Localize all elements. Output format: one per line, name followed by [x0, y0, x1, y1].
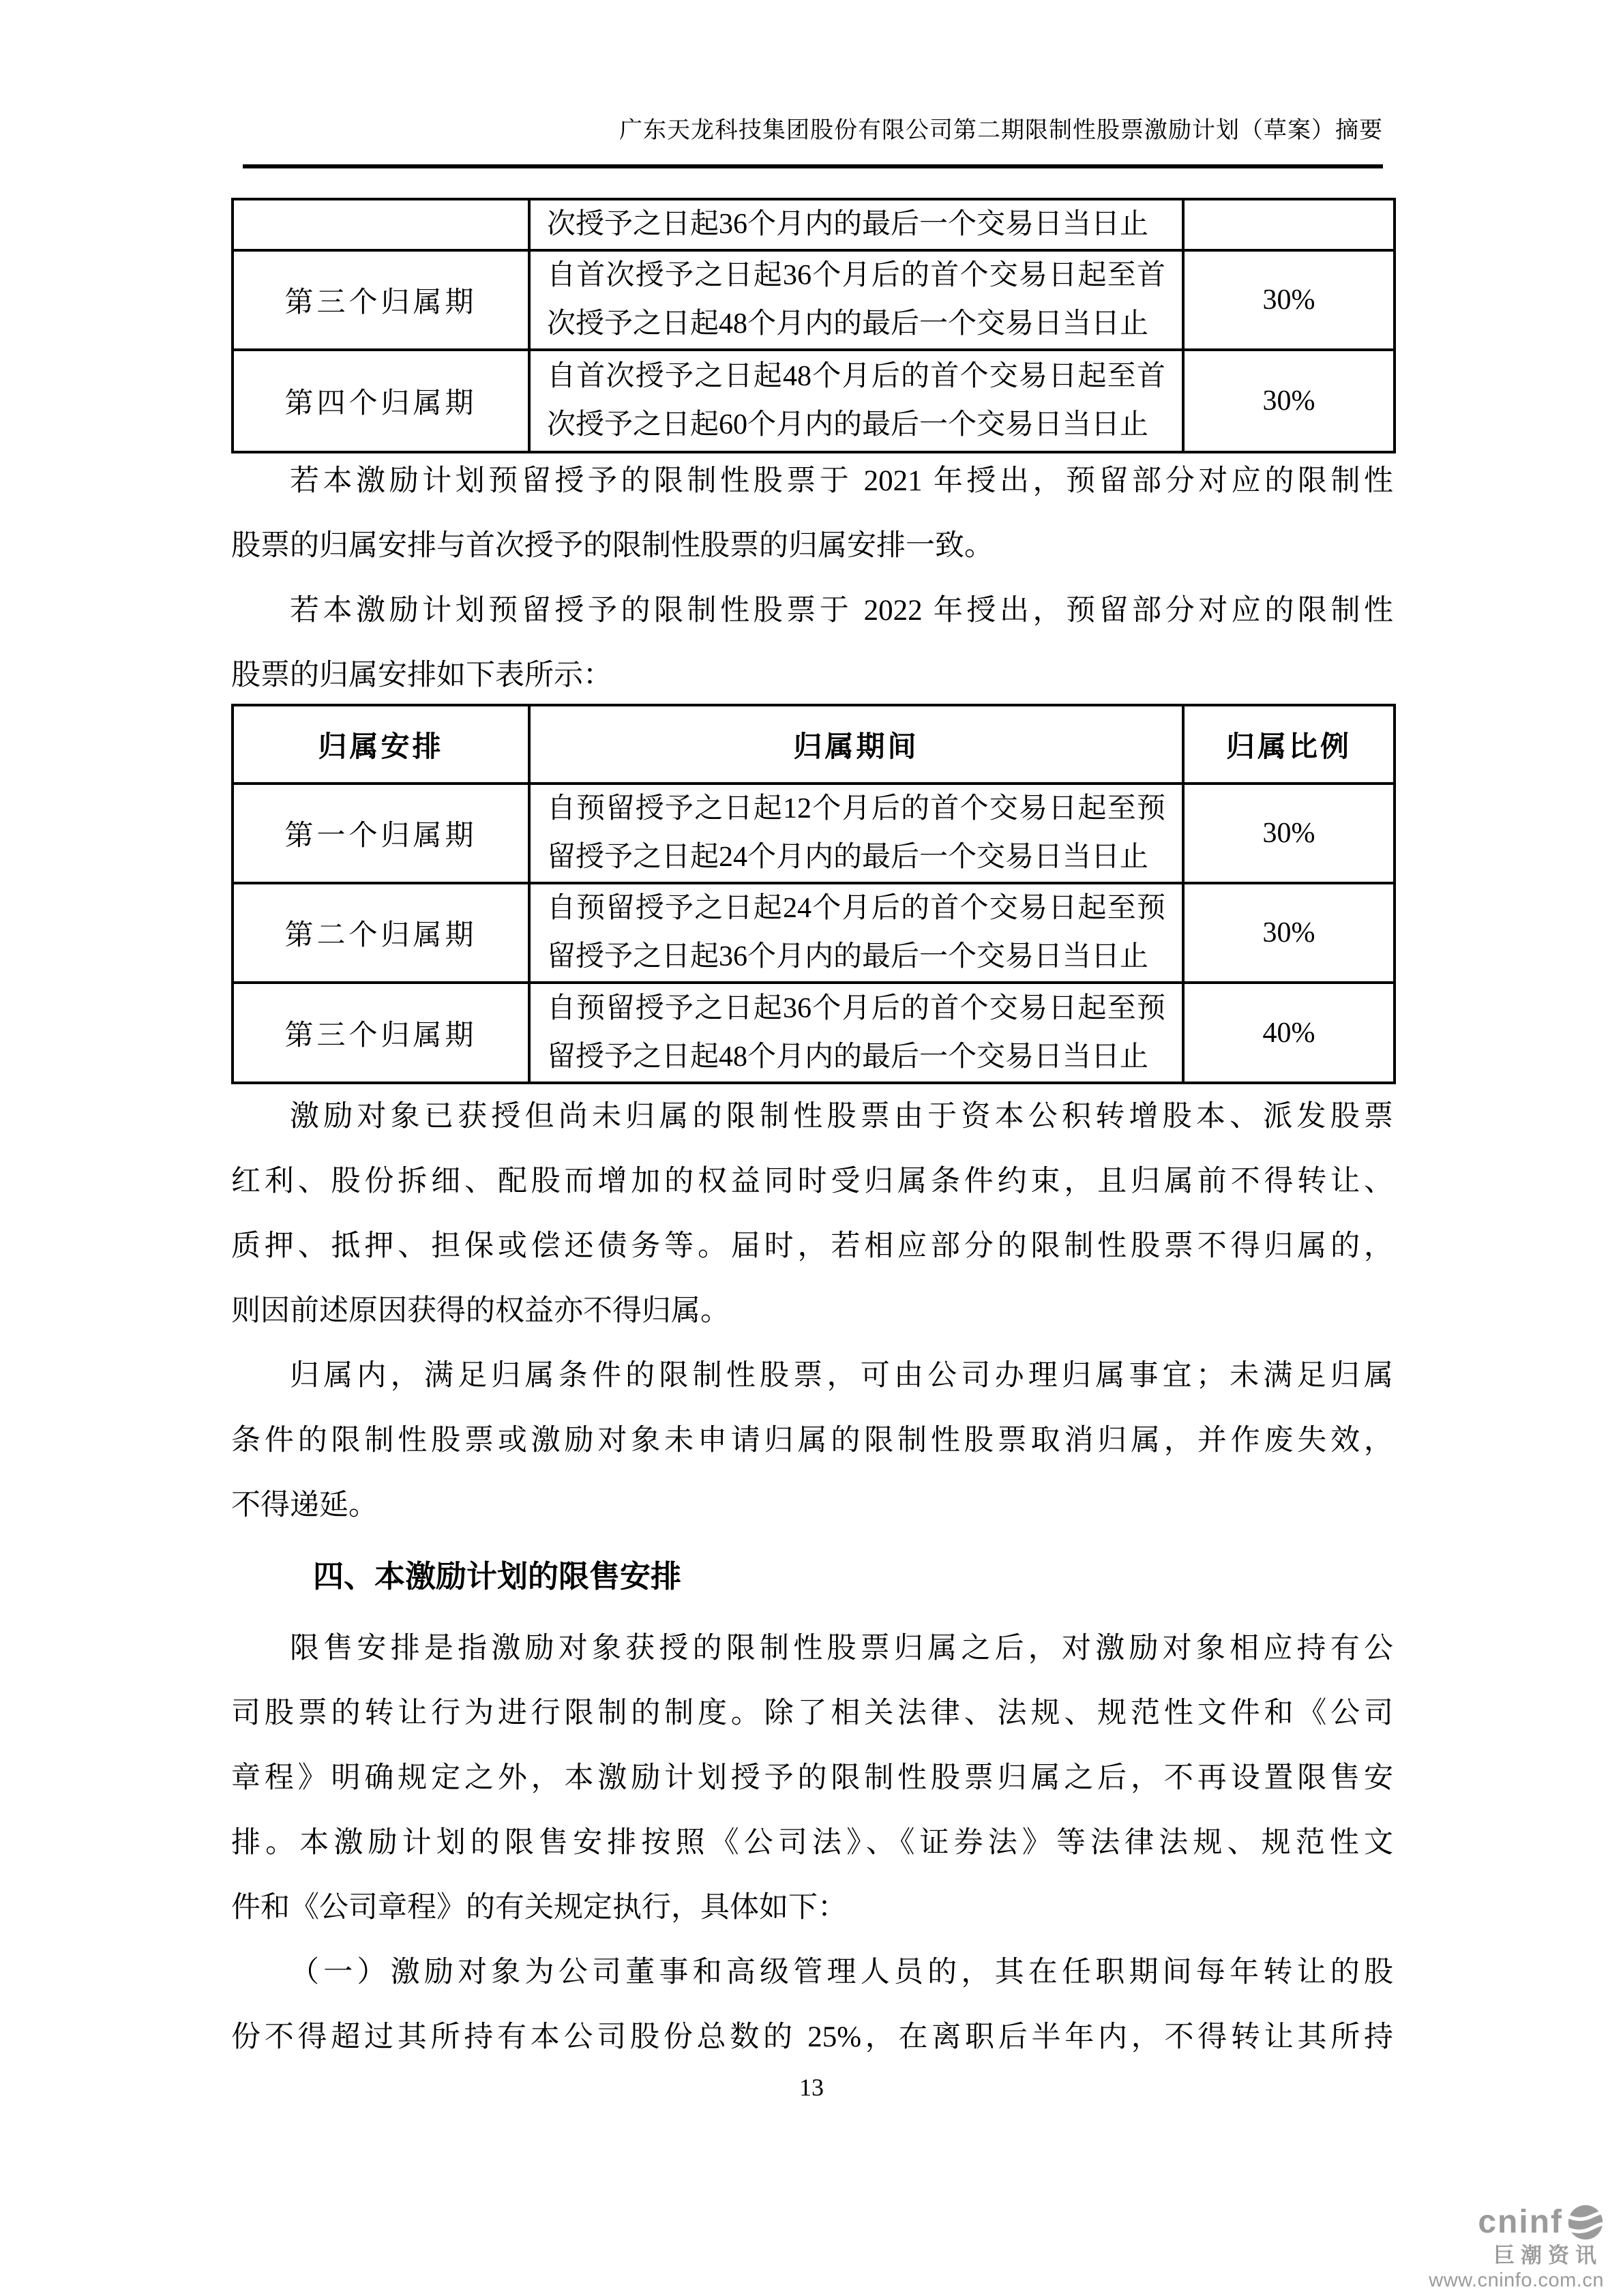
vesting-schedule-cell: 第二个归属期	[233, 883, 529, 983]
paragraph-line: 若本激励计划预留授予的限制性股票于 2022 年授出，预留部分对应的限制性	[290, 595, 1393, 627]
paragraph-block-reserved	[231, 449, 1393, 708]
vesting-schedule-cell: 第一个归属期	[233, 784, 529, 883]
reserved-vesting-table	[231, 704, 1396, 1084]
vesting-schedule-cell	[233, 199, 529, 250]
paragraph-line: 限售安排是指激励对象获授的限制性股票归属之后，对激励对象相应持有公	[290, 1632, 1393, 1665]
section-heading: 四、本激励计划的限售安排	[313, 1560, 682, 1594]
vesting-ratio-cell: 30%	[1183, 250, 1395, 350]
cninfo-logo-row	[1358, 2204, 1604, 2241]
vesting-ratio-cell: 30%	[1183, 784, 1395, 883]
table-row	[233, 784, 1395, 883]
paragraph-line: 股票的归属安排如下表所示：	[231, 659, 612, 691]
table-row	[233, 350, 1395, 452]
table-row	[233, 250, 1395, 350]
paragraph-line: 股票的归属安排与首次授予的限制性股票的归属安排一致。	[231, 530, 994, 562]
vesting-ratio-cell: 30%	[1183, 350, 1395, 452]
vesting-period-cell: 自首次授予之日起48个月后的首个交易日起至首次授予之日起60个月内的最后一个交易日当日止	[529, 350, 1183, 452]
paragraph-line: 不得递延。	[231, 1489, 378, 1521]
paragraph-line: 件和《公司章程》的有关规定执行，具体如下：	[231, 1892, 847, 1924]
vesting-schedule-cell: 第三个归属期	[233, 983, 529, 1083]
paragraph-line: （一）激励对象为公司董事和高级管理人员的，其在任职期间每年转让的股	[290, 1956, 1393, 1988]
cninfo-logo	[1358, 2204, 1604, 2291]
paragraph-line: 排。本激励计划的限售安排按照《公司法》、《证券法》等法律法规、规范性文	[231, 1827, 1393, 1859]
vesting-period-cell: 自预留授予之日起24个月后的首个交易日起至预留授予之日起36个月内的最后一个交易日当日止	[529, 883, 1183, 983]
ratio-header-cell: 归属比例	[1183, 705, 1395, 784]
table-row	[233, 199, 1395, 250]
document-header-title: 广东天龙科技集团股份有限公司第二期限制性股票激励计划（草案）摘要	[619, 118, 1383, 143]
paragraph-line: 激励对象已获授但尚未归属的限制性股票由于资本公积转增股本、派发股票	[290, 1101, 1393, 1133]
table-header-row	[233, 705, 1395, 784]
table-row	[233, 883, 1395, 983]
paragraph-line: 份不得超过其所持有本公司股份总数的 25%，在离职后半年内，不得转让其所持	[231, 2021, 1393, 2053]
vesting-ratio-cell: 40%	[1183, 983, 1395, 1083]
vesting-period-cell: 自预留授予之日起12个月后的首个交易日起至预留授予之日起24个月内的最后一个交易日当日止	[529, 784, 1183, 883]
header-rule	[243, 164, 1383, 168]
schedule-header-cell: 归属安排	[233, 705, 529, 784]
paragraph-line: 质押、抵押、担保或偿还债务等。届时，若相应部分的限制性股票不得归属的，	[231, 1230, 1393, 1262]
vesting-ratio-cell	[1183, 199, 1395, 250]
page-number: 13	[799, 2074, 824, 2101]
vesting-ratio-cell: 30%	[1183, 883, 1395, 983]
paragraph-line: 则因前述原因获得的权益亦不得归属。	[231, 1295, 730, 1327]
cninfo-url: www.cninfo.com.cn	[1429, 2269, 1604, 2291]
paragraph-line: 条件的限制性股票或激励对象未申请归属的限制性股票取消归属，并作废失效，	[231, 1425, 1393, 1457]
vesting-period-cell: 自首次授予之日起36个月后的首个交易日起至首次授予之日起48个月内的最后一个交易日当日止	[529, 250, 1183, 350]
cninfo-brand-text: cninf	[1478, 2204, 1563, 2240]
vesting-schedule-cell: 第四个归属期	[233, 350, 529, 452]
vesting-schedule-cell: 第三个归属期	[233, 250, 529, 350]
paragraph-line: 归属内，满足归属条件的限制性股票，可由公司办理归属事宜；未满足归属	[290, 1360, 1393, 1392]
paragraph-block-main	[231, 1084, 1393, 2070]
paragraph-line: 红利、股份拆细、配股而增加的权益同时受归属条件约束，且归属前不得转让、	[231, 1165, 1393, 1197]
vesting-period-cell: 自预留授予之日起36个月后的首个交易日起至预留授予之日起48个月内的最后一个交易日当日止	[529, 983, 1183, 1083]
cninfo-chinese-name: 巨潮资讯	[1493, 2243, 1603, 2267]
paragraph-line: 若本激励计划预留授予的限制性股票于 2021 年授出，预留部分对应的限制性	[290, 465, 1393, 497]
table-row	[233, 983, 1395, 1083]
paragraph-line: 章程》明确规定之外，本激励计划授予的限制性股票归属之后，不再设置限售安	[231, 1762, 1393, 1794]
paragraph-line: 司股票的转让行为进行限制的制度。除了相关法律、法规、规范性文件和《公司	[231, 1697, 1393, 1729]
vesting-table-continued	[231, 198, 1396, 453]
globe-icon	[1567, 2204, 1604, 2241]
period-header-cell: 归属期间	[529, 705, 1183, 784]
vesting-period-cell: 次授予之日起36个月内的最后一个交易日当日止	[529, 199, 1183, 250]
